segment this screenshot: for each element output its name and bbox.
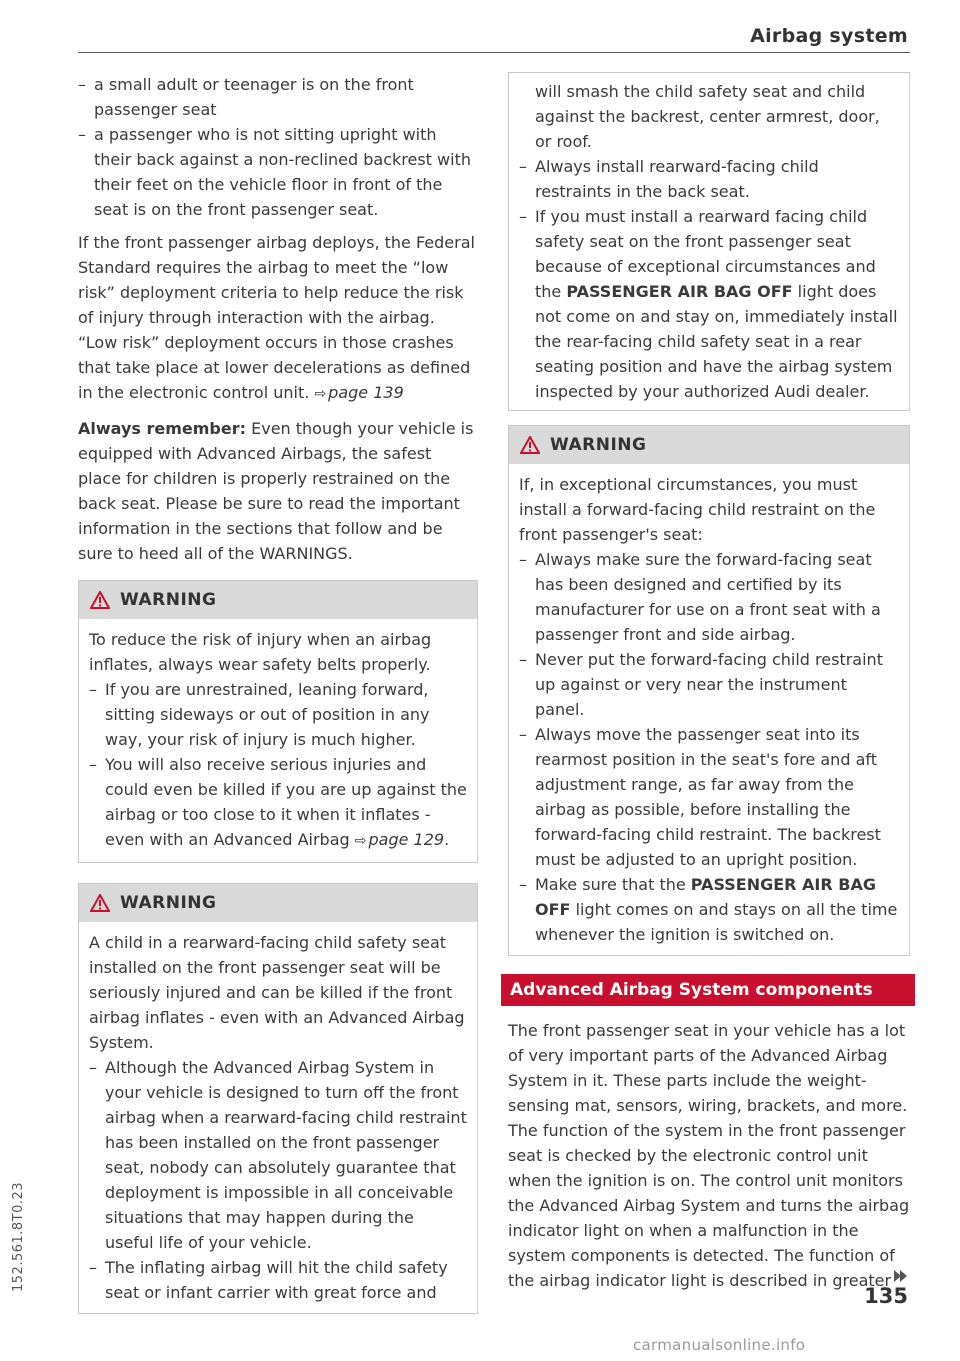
warning-header [79,884,477,922]
warning-bullet-list [89,1055,467,1305]
warning-body [79,619,477,862]
warning-body [509,464,909,955]
list-item: – If you are unrestrained, leaning forward, sitting sideways or out of position in any way, your risk of injury is much higher. [89,677,467,752]
warning-title: WARNING [120,893,217,913]
warning-bullet-list [519,547,899,947]
continue-arrow-icon [894,1270,908,1282]
list-item: – Always move the passenger seat into its rearmost position in the seat's fore and aft adjustment range, as far away from the airbag as possible, before installing the forward-facing child restraint. The backrest must be adjusted to an upright position. [519,722,899,872]
list-item-text: If you must install a rearward facing child safety seat on the front passenger seat because of exceptional circumstances and the [535,207,876,301]
left-column [78,72,478,1328]
arrow-right-icon: ⇨ [354,833,367,849]
list-item-text: You will also receive serious injuries and could even be killed if you are up against the airbag or too close to it when it inflates - even with an Advanced Airbag [105,755,467,849]
paragraph-text: If the front passenger airbag deploys, the Federal Standard requires the airbag to meet the “low risk” deployment criteria to help reduce the risk of injury through interaction with the airbag. “Low risk” deployment occurs in those crashes that take place at lower decelerations as defined in the electronic control unit. [78,233,475,402]
warning-triangle-icon [90,591,110,609]
list-item: – The inflating airbag will hit the child safety seat or infant carrier with great force and [89,1255,467,1305]
warning-bullet-list [89,677,467,854]
header-rule [78,52,910,53]
list-item-text: light does not come on and stay on, immediately install the rear-facing child safety seat in a rear seating position and have the airbag system inspected by your authorized Audi dealer. [535,282,898,401]
warning-intro: If, in exceptional circumstances, you must install a forward-facing child restraint on the front passenger's seat: [519,475,876,544]
page-link[interactable]: page 129 [368,830,445,849]
list-item-text: Make sure that the [535,875,686,894]
warning-body [79,922,477,1313]
warning-header [79,581,477,619]
page-header-title: Airbag system [750,25,908,47]
list-item: – Never put the forward-facing child restraint up against or very near the instrument panel. [519,647,899,722]
warning-box [508,425,910,956]
list-item-text: light comes on and stays on all the time whenever the ignition is switched on. [535,900,898,944]
warning-box [78,580,478,863]
right-column [508,72,910,1293]
list-item: – Always install rearward-facing child restraints in the back seat. [519,154,899,204]
warning-intro: To reduce the risk of injury when an airbag inflates, always wear safety belts properly. [89,630,432,674]
continued-text: will smash the child safety seat and child against the backrest, center armrest, door, or roof. [535,82,880,151]
paragraph-federal-standard [78,230,478,407]
arrow-right-icon: ⇨ [314,386,327,402]
top-bullet-list [78,72,478,222]
list-item: – Although the Advanced Airbag System in your vehicle is designed to turn off the front airbag when a rearward-facing child restraint has been installed on the front passenger seat, nobody can absolutely guarantee that deployment is impossible in all conceivable situations that may happen during the useful life of your vehicle. [89,1055,467,1255]
side-document-code: 152.561.8T0.23 [11,1181,26,1292]
warning-triangle-icon [520,436,540,454]
warning-intro: A child in a rearward-facing child safety seat installed on the front passenger seat will be seriously injured and can be killed if the front airbag inflates - even with an Advanced Airbag System. [89,933,465,1052]
list-item [519,204,899,404]
page-number: 135 [864,1284,908,1308]
always-remember-label: Always remember: [78,419,247,438]
list-item: – a small adult or teenager is on the front passenger seat [78,72,478,122]
page-link[interactable]: page 139 [328,383,404,402]
warning-title: WARNING [120,590,217,610]
warning-title: WARNING [550,435,647,455]
warning-box [78,883,478,1314]
pab-off-label: PASSENGER AIR BAG OFF [566,282,793,301]
watermark: carmanualsonline.info [633,1336,806,1354]
continued-warning-box [508,72,910,411]
warning-triangle-icon [90,894,110,912]
warning-header [509,426,909,464]
list-item: – You will also receive serious injuries and could even be killed if you are up against the airbag or too close to it when it inflates - even with an Advanced Airbag ⇨ page 129. [89,752,467,854]
list-item [519,872,899,947]
list-item: – a passenger who is not sitting upright with their back against a non-reclined backrest with their feet on the vehicle floor in front of the seat is on the front passenger seat. [78,122,478,222]
paragraph-text: Even though your vehicle is equipped with Advanced Airbags, the safest place for children is properly restrained on the back seat. Please be sure to read the important information in the sections that follow and be sure to heed all of the WARNINGS. [78,419,474,563]
continued-bullet-list [519,154,899,404]
section-heading: Advanced Airbag System components [501,974,915,1006]
pab-off-label: PASSENGER AIR BAG OFF [535,875,876,919]
section-paragraph: The front passenger seat in your vehicle has a lot of very important parts of the Advanced Airbag System in it. These parts include the weight-sensing mat, sensors, wiring, brackets, and more. The function of the system in the front passenger seat is checked by the electronic control unit when the ignition is on. The control unit monitors the Advanced Airbag System and turns the airbag indicator light on when a malfunction in the system components is detected. The function of the airbag indicator light is described in greater [508,1021,910,1290]
paragraph-always-remember [78,416,478,566]
list-item: – Always make sure the forward-facing seat has been designed and certified by its manufacturer for use on a front seat with a passenger front and side airbag. [519,547,899,647]
